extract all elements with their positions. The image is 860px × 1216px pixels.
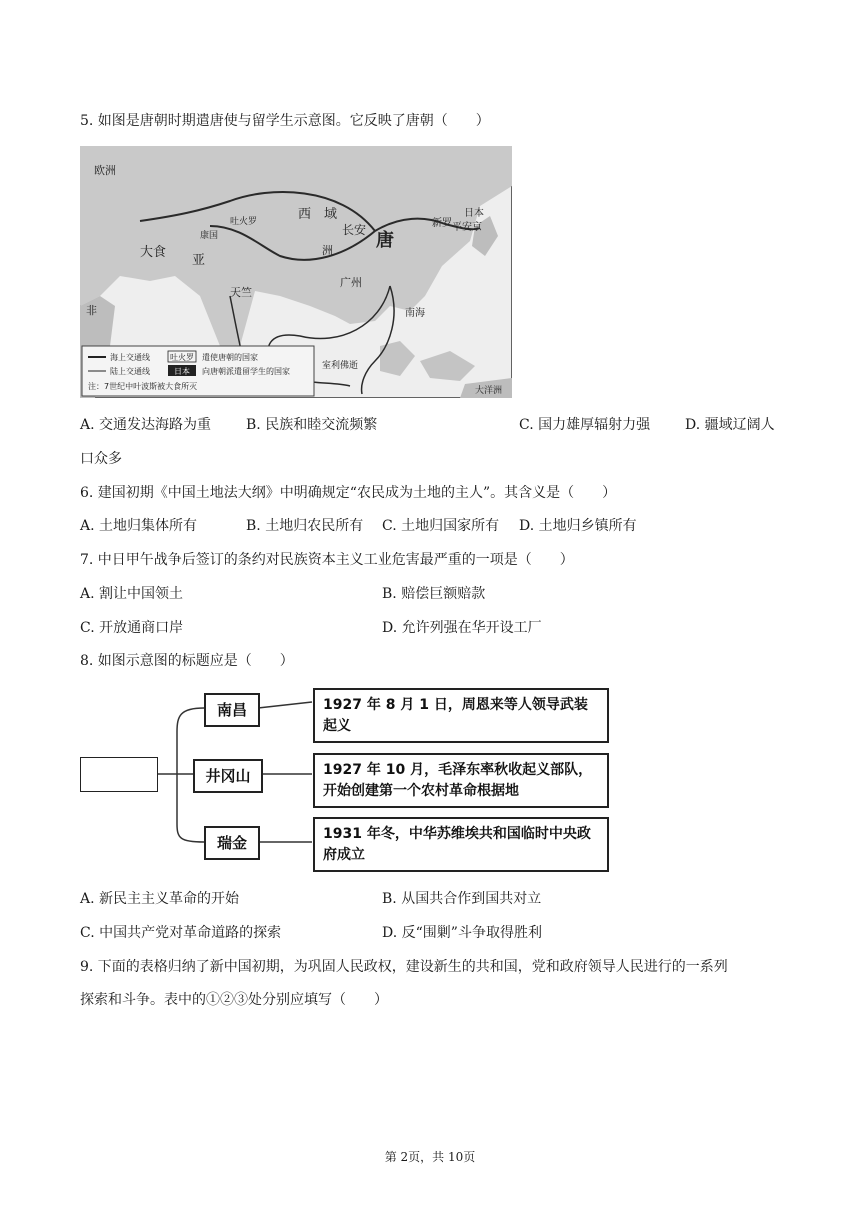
- label-arabia: 大食: [140, 245, 167, 260]
- q5-option-a: A. 交通发达海路为重: [80, 417, 212, 433]
- q6-option-b: B. 土地归农民所有: [246, 518, 364, 534]
- diagram-event-nanchang: 1927 年 8 月 1 日，周恩来等人领导武装起义: [313, 688, 609, 743]
- label-west-region: 西 域: [298, 207, 338, 222]
- page-number: 第 2页，共 10页: [384, 1150, 476, 1164]
- q7-option-b: B. 赔偿巨额赔款: [382, 586, 486, 602]
- legend-student-desc: 向唐朝派遣留学生的国家: [202, 367, 290, 376]
- label-zhou: 洲: [322, 244, 333, 257]
- q8-option-b: B. 从国共合作到国共对立: [382, 891, 542, 907]
- q6-option-c: C. 土地归国家所有: [382, 518, 500, 534]
- label-guangzhou: 广州: [340, 276, 362, 289]
- label-tang: 唐: [376, 230, 394, 251]
- q5-option-c: C. 国力雄厚辐射力强: [519, 417, 651, 433]
- diagram-place-ruijin: 瑞金: [204, 826, 260, 860]
- diagram-place-nanchang: 南昌: [204, 693, 260, 727]
- label-tianzhu: 天竺: [230, 286, 252, 299]
- q5-option-d: D. 疆域辽阔人: [685, 417, 775, 433]
- diagram-event-jinggangshan: 1927 年 10 月，毛泽东率秋收起义部队，开始创建第一个农村革命根据地: [313, 753, 609, 808]
- label-nanhai: 南海: [405, 308, 425, 319]
- label-japan: 日本: [464, 208, 484, 219]
- q7-option-d: D. 允许列强在华开设工厂: [382, 620, 542, 636]
- q5-stem: 5. 如图是唐朝时期遣唐使与留学生示意图。它反映了唐朝（ ）: [80, 113, 490, 129]
- q6-option-a: A. 土地归集体所有: [80, 518, 198, 534]
- q8-option-d: D. 反“围剿”斗争取得胜利: [382, 925, 542, 941]
- q7-option-c: C. 开放通商口岸: [80, 620, 184, 636]
- q8-option-a: A. 新民主主义革命的开始: [80, 891, 240, 907]
- legend-student-sample: 日本: [174, 367, 190, 376]
- label-europe: 欧洲: [94, 164, 116, 177]
- q5-option-b: B. 民族和睦交流频繁: [246, 417, 378, 433]
- legend-envoy-desc: 遣使唐朝的国家: [202, 353, 258, 362]
- label-oceania: 大洋洲: [475, 386, 503, 396]
- q7-option-a: A. 割让中国领土: [80, 586, 184, 602]
- q5-option-d-continued: 口众多: [80, 451, 122, 467]
- diagram-place-jinggangshan: 井冈山: [193, 759, 263, 793]
- map-legend: [82, 346, 314, 396]
- label-asia: 亚: [192, 253, 206, 268]
- q8-option-c: C. 中国共产党对革命道路的探索: [80, 925, 282, 941]
- q9-stem-line1: 9. 下面的表格归纳了新中国初期，为巩固人民政权，建设新生的共和国，党和政府领导人民进行的一系列: [80, 959, 728, 975]
- q7-stem: 7. 中日甲午战争后签订的条约对民族资本主义工业危害最严重的一项是（ ）: [80, 552, 574, 568]
- diagram-title-blank: [80, 757, 158, 792]
- q6-stem: 6. 建国初期《中国土地法大纲》中明确规定“农民成为土地的主人”。其含义是（ ）: [80, 485, 617, 501]
- diagram-event-ruijin: 1931 年冬，中华苏维埃共和国临时中央政府成立: [313, 817, 609, 872]
- q8-stem: 8. 如图示意图的标题应是（ ）: [80, 653, 294, 669]
- q6-option-d: D. 土地归乡镇所有: [519, 518, 637, 534]
- label-africa: 非: [86, 304, 97, 317]
- legend-envoy-sample: 吐火罗: [170, 353, 194, 362]
- q9-stem-line2: 探索和斗争。表中的①②③处分别应填写（ ）: [80, 992, 388, 1008]
- legend-note: 注：7世纪中叶波斯被大食所灭: [88, 382, 198, 391]
- label-shilifo: 室利佛逝: [322, 361, 359, 371]
- label-changan: 长安: [342, 223, 367, 237]
- label-pingan: 平安京: [452, 222, 482, 233]
- legend-sea-route: 海上交通线: [110, 353, 150, 362]
- label-xinluo: 新罗: [432, 218, 452, 229]
- legend-land-route: 陆上交通线: [110, 367, 150, 376]
- label-kang: 康国: [200, 231, 219, 241]
- label-tuhuoluo: 吐火罗: [230, 217, 258, 227]
- tang-envoy-map: [80, 146, 512, 398]
